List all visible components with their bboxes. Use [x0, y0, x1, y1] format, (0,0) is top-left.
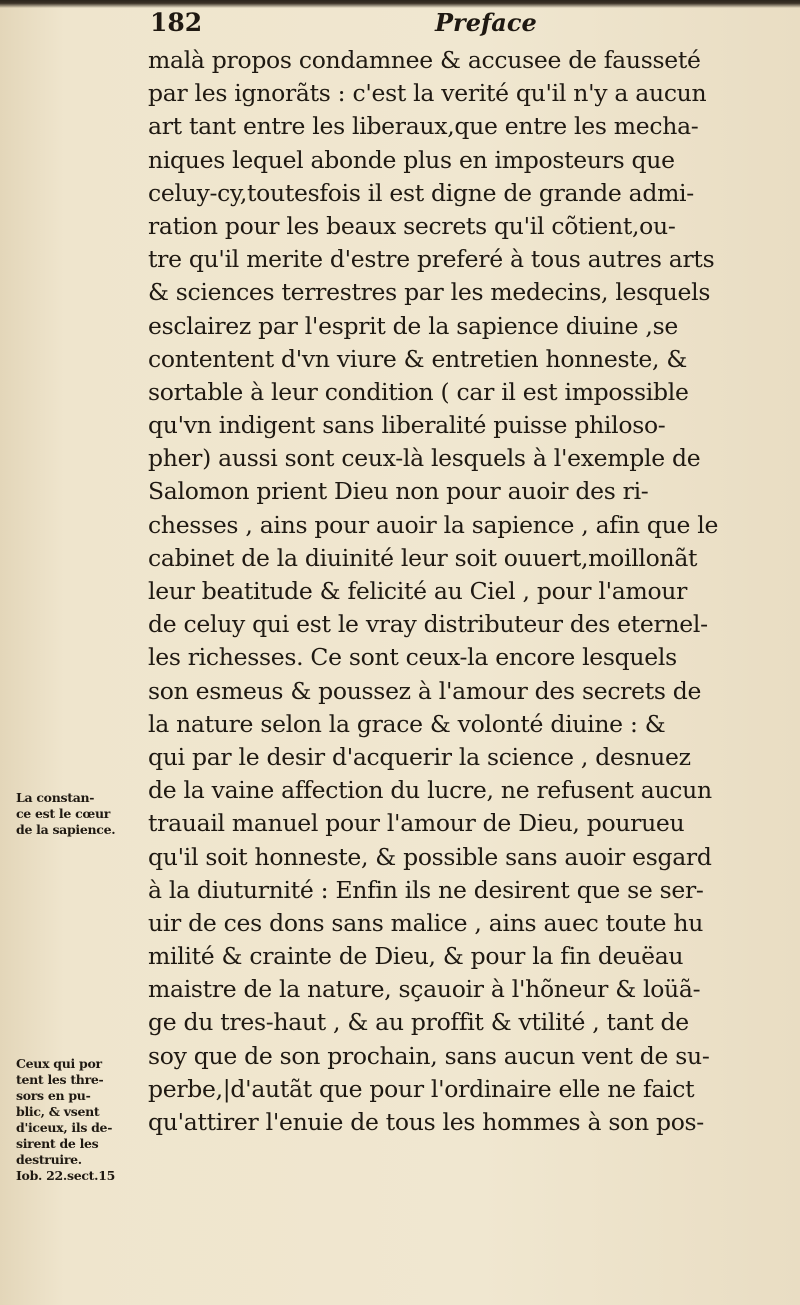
text-line: soy que de son prochain, sans aucun vent de su-	[148, 1041, 710, 1070]
text-line: niques lequel abonde plus en imposteurs que	[148, 145, 675, 174]
text-line: art tant entre les liberaux,que entre les mecha-	[148, 112, 699, 141]
text-line: milité & crainte de Dieu, & pour la fin deuëau	[148, 942, 684, 971]
text-line: tre qu'il merite d'estre preferé à tous autres arts	[148, 245, 715, 274]
margin-note-line: de la sapience.	[16, 822, 116, 837]
text-line: ration pour les beaux secrets qu'il cõtient,ou-	[148, 211, 676, 240]
margin-note-line: destruire.	[16, 1152, 82, 1167]
text-line: qu'il soit honneste, & possible sans auoir esgard	[148, 842, 712, 871]
margin-note-line: Ceux qui por	[16, 1056, 102, 1071]
text-line: de la vaine affection du lucre, ne refusent aucun	[148, 776, 712, 805]
text-line: leur beatitude & felicité au Ciel , pour l'amour	[148, 577, 688, 605]
text-line: ge du tres-haut , & au proffit & vtilité , tant de	[148, 1008, 689, 1037]
text-line: pher) aussi sont ceux-là lesquels à l'exemple de	[148, 444, 701, 473]
text-line: qu'attirer l'enuie de tous les hommes à son pos-	[148, 1108, 704, 1136]
text-line: la nature selon la grace & volonté diuine : &	[148, 709, 666, 738]
text-line: à la diuturnité : Enfin ils ne desirent que se ser-	[148, 875, 704, 904]
text-line: son esmeus & poussez à l'amour des secrets de	[148, 676, 702, 705]
margin-note-line: Iob. 22.sect.15	[16, 1168, 115, 1183]
text-line: sortable à leur condition ( car il est impossible	[148, 377, 689, 406]
text-line: cabinet de la diuinité leur soit ouuert,moillonãt	[148, 543, 698, 572]
text-line: esclairez par l'esprit de la sapience diuine ,se	[148, 311, 678, 340]
text-line: trauail manuel pour l'amour de Dieu, pourueu	[148, 809, 685, 838]
margin-note-line: sirent de les	[16, 1136, 99, 1151]
text-line: qui par le desir d'acquerir la science , desnuez	[148, 742, 691, 771]
running-head: Preface	[435, 8, 537, 37]
margin-note-line: d'iceux, ils de-	[16, 1120, 113, 1135]
text-line: malà propos condamnee & accusee de fausseté	[148, 46, 701, 74]
margin-note-line: ce est le cœur	[16, 806, 111, 821]
text-line: & sciences terrestres par les medecins, lesquels	[148, 278, 711, 307]
margin-note-line: blic, & vsent	[16, 1104, 100, 1119]
text-line: qu'vn indigent sans liberalité puisse philoso-	[148, 411, 666, 440]
text-line: chesses , ains pour auoir la sapience , afin que le	[148, 510, 719, 539]
text-line: uir de ces dons sans malice , ains auec toute hu	[148, 908, 704, 937]
text-line: de celuy qui est le vray distributeur des eternel-	[148, 610, 708, 639]
margin-note	[16, 1056, 156, 1184]
margin-note-line: sors en pu-	[16, 1088, 91, 1103]
text-line: par les ignorãts : c'est la verité qu'il n'y a aucun	[148, 79, 707, 108]
body-text	[148, 44, 788, 1139]
page-header	[150, 6, 770, 42]
text-line: Salomon prient Dieu non pour auoir des ri-	[148, 477, 649, 506]
text-line: maistre de la nature, sçauoir à l'hõneur & loüã-	[148, 975, 701, 1004]
margin-note-line: La constan-	[16, 790, 95, 805]
page-number: 182	[150, 8, 203, 37]
margin-note	[16, 790, 156, 838]
text-line: contentent d'vn viure & entretien honneste, &	[148, 344, 687, 373]
text-line: celuy-cy,toutesfois il est digne de grande admi-	[148, 178, 694, 207]
text-line: les richesses. Ce sont ceux-la encore lesquels	[148, 643, 677, 672]
margin-note-line: tent les thre-	[16, 1072, 104, 1087]
text-line: perbe,|d'autãt que pour l'ordinaire elle ne faict	[148, 1074, 695, 1103]
